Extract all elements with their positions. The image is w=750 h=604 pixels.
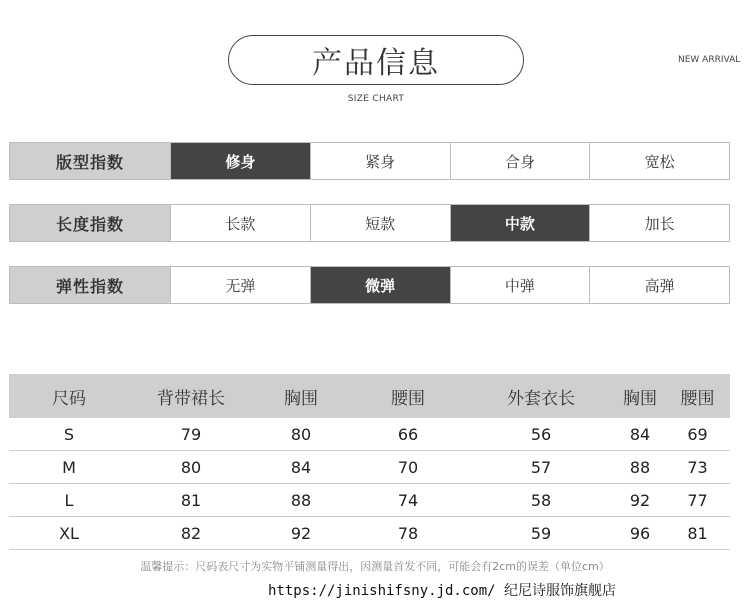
stretch-option: 中弹	[450, 267, 590, 303]
length-option: 长款	[225, 214, 256, 233]
table-cell: 77	[687, 490, 708, 510]
shop-footer	[268, 580, 616, 600]
table-cell: 96	[629, 523, 651, 543]
length-option: 加长	[589, 205, 729, 241]
length-option: 中款	[450, 205, 590, 241]
fit-option: 修身	[171, 143, 310, 179]
header-dress-bust: 胸围	[284, 388, 318, 409]
size-table-header	[9, 374, 730, 418]
table-row	[9, 484, 730, 517]
fit-option: 紧身	[310, 143, 450, 179]
table-cell: 79	[180, 424, 202, 444]
fit-index-options	[171, 142, 730, 180]
fit-index-label: 版型指数	[9, 142, 171, 180]
size-table	[9, 374, 730, 550]
header-size: 尺码	[52, 388, 86, 409]
length-index-options	[171, 204, 730, 242]
table-cell: 84	[629, 424, 651, 444]
table-cell: 74	[397, 490, 419, 510]
table-cell: 78	[397, 523, 419, 543]
length-index-label: 长度指数	[9, 204, 171, 242]
measurement-note: 温馨提示：尺码表尺寸为实物平铺测量得出，因测量首发不同，可能会有2cm的误差（单位cm）	[140, 560, 610, 573]
table-cell: 66	[397, 424, 419, 444]
table-cell: 59	[530, 523, 552, 543]
table-cell: 92	[290, 523, 312, 543]
table-cell: 80	[180, 457, 202, 477]
table-cell: S	[63, 424, 75, 444]
header-jacket-length: 外套衣长	[507, 388, 575, 409]
new-arrival-tag: NEW ARRIVAL	[678, 55, 741, 65]
table-cell: 88	[290, 490, 312, 510]
table-cell: 57	[530, 457, 552, 477]
table-row	[9, 517, 730, 550]
table-cell: 58	[530, 490, 552, 510]
shop-name: 纪尼诗服饰旗舰店	[504, 583, 617, 599]
table-cell: M	[62, 457, 76, 477]
header-jacket-bust: 胸围	[623, 388, 657, 409]
size-chart-subtitle: SIZE CHART	[347, 94, 405, 104]
stretch-option: 无弹	[225, 276, 256, 295]
fit-option: 合身	[450, 143, 590, 179]
table-cell: 81	[180, 490, 202, 510]
table-cell: 80	[290, 424, 312, 444]
table-cell: 92	[629, 490, 651, 510]
table-row	[9, 451, 730, 484]
stretch-option: 微弹	[310, 267, 450, 303]
table-cell: 82	[180, 523, 202, 543]
stretch-index-label: 弹性指数	[9, 266, 171, 304]
length-option: 短款	[310, 205, 450, 241]
length-index-row	[9, 204, 730, 242]
fit-option: 宽松	[589, 143, 729, 179]
table-cell: 69	[687, 424, 708, 444]
table-cell: 84	[290, 457, 312, 477]
table-cell: 73	[687, 457, 708, 477]
header-dress-length: 背带裙长	[157, 388, 225, 409]
table-cell: 81	[687, 523, 708, 543]
stretch-option: 高弹	[589, 267, 729, 303]
page-title: 产品信息	[228, 35, 524, 85]
header-dress-waist: 腰围	[391, 388, 425, 409]
table-cell: XL	[59, 523, 79, 543]
fit-index-row	[9, 142, 730, 180]
table-cell: 70	[397, 457, 419, 477]
table-cell: L	[64, 490, 74, 510]
table-row	[9, 418, 730, 451]
header-jacket-waist: 腰围	[680, 388, 715, 409]
table-cell: 88	[629, 457, 651, 477]
shop-url-link[interactable]: https://jinishifsny.jd.com/	[268, 583, 496, 599]
stretch-index-row	[9, 266, 730, 304]
stretch-index-options	[171, 266, 730, 304]
table-cell: 56	[530, 424, 552, 444]
